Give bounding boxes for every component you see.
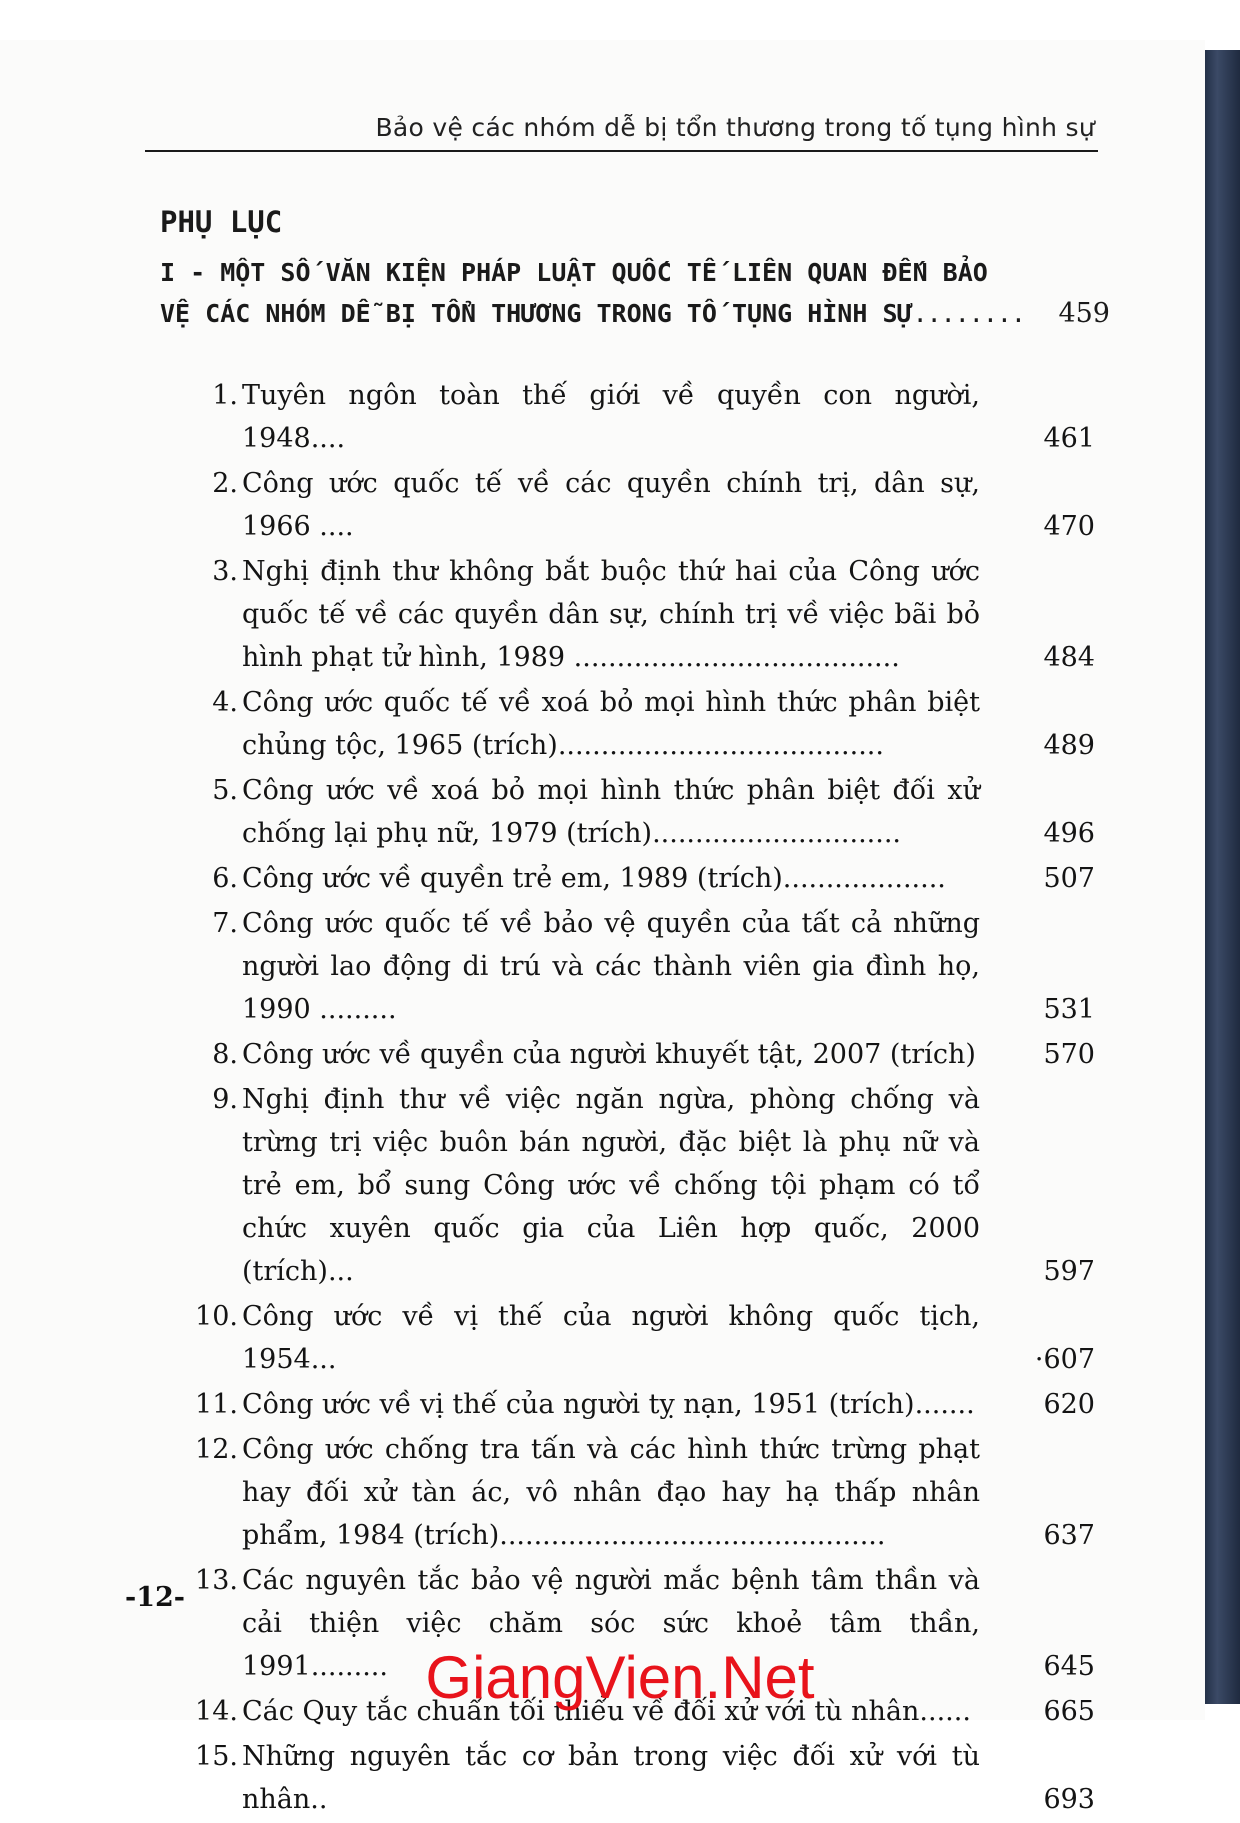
table-of-contents [190,374,1095,1823]
part-heading-line2 [160,293,1110,334]
toc-entry-number: 3. [212,556,238,587]
running-header: Bảo vệ các nhóm dễ bị tổn thương trong tố tụng hình sự [375,113,1095,142]
toc-entry-title: Công ước chống tra tấn và các hình thức trừng phạt hay đối xử tàn ác, vô nhân đạo hay hạ thấp nhân phẩm, 1984 (trích)............................................. [242,1434,980,1551]
toc-entry-number: 8. [212,1039,238,1070]
toc-entry-number: 15. [195,1741,238,1772]
toc-entry-number: 10. [195,1301,238,1332]
toc-entry [190,1033,1095,1076]
toc-entry-number: 13. [195,1565,238,1596]
toc-entry [190,769,1095,855]
part-leader-dots: ........ [912,299,1025,328]
toc-entry-page: 637 [1043,1520,1095,1551]
toc-entry-page: 597 [1043,1256,1095,1287]
toc-entry-page: ·607 [1034,1344,1095,1375]
toc-entry-page: 665 [1043,1696,1095,1727]
toc-entry-title: Những nguyên tắc cơ bản trong việc đối xử với tù nhân.. [242,1741,980,1815]
toc-entry-title: Tuyên ngôn toàn thế giới về quyền con người, 1948.... [242,380,980,454]
toc-entry-number: 2. [212,468,238,499]
toc-entry-title: Công ước quốc tế về bảo vệ quyền của tất cả những người lao động di trú và các thành viên gia đình họ, 1990 ......... [242,908,980,1025]
toc-entry-page: 620 [1043,1389,1095,1420]
toc-entry-page: 470 [1043,511,1095,542]
toc-entry [190,462,1095,548]
toc-entry-number: 9. [212,1084,238,1115]
part-heading-line1: I - MỘT SỐ VĂN KIỆN PHÁP LUẬT QUỐC TẾ LIÊN QUAN ĐẾN BẢO [160,258,988,287]
toc-entry-page: 693 [1043,1784,1095,1815]
toc-entry-title: Công ước về xoá bỏ mọi hình thức phân biệt đối xử chống lại phụ nữ, 1979 (trích)............................. [242,775,980,849]
toc-entry-number: 6. [212,863,238,894]
toc-entry-number: 1. [212,380,238,411]
toc-entry-title: Công ước về quyền của người khuyết tật, 2007 (trích) [242,1039,976,1070]
toc-entry-title: Công ước về quyền trẻ em, 1989 (trích)................... [242,863,946,894]
toc-entry [190,550,1095,679]
toc-entry-page: 507 [1043,863,1095,894]
toc-entry-page: 489 [1043,730,1095,761]
toc-entry-title: Công ước quốc tế về các quyền chính trị, dân sự, 1966 .... [242,468,980,542]
toc-entry [190,1428,1095,1557]
part-page-number: 459 [1058,298,1110,329]
toc-entry-number: 7. [212,908,238,939]
toc-entry [190,374,1095,460]
toc-entry [190,1295,1095,1381]
toc-entry [190,902,1095,1031]
toc-entry [190,1383,1095,1426]
toc-entry [190,1735,1095,1821]
toc-entry-page: 645 [1043,1651,1095,1682]
toc-entry-number: 11. [195,1389,238,1420]
watermark-logo: GiangVien.Net [425,1644,815,1711]
toc-entry-title: Công ước quốc tế về xoá bỏ mọi hình thức phân biệt chủng tộc, 1965 (trích)...................................... [242,687,980,761]
toc-entry-title: Các Quy tắc chuẩn tối thiểu về đối xử với tù nhân...... [242,1696,971,1727]
page-folio: -12- [125,1582,185,1613]
toc-entry-number: 12. [195,1434,238,1465]
toc-entry-title: Nghị định thư không bắt buộc thứ hai của Công ước quốc tế về các quyền dân sự, chính trị về việc bãi bỏ hình phạt tử hình, 1989 ...................................... [242,556,980,673]
toc-entry [190,681,1095,767]
toc-entry-page: 570 [1043,1039,1095,1070]
toc-entry-title: Các nguyên tắc bảo vệ người mắc bệnh tâm thần và cải thiện việc chăm sóc sức khoẻ tâm thần, 1991......... [242,1565,980,1682]
toc-entry-page: 531 [1043,994,1095,1025]
part-heading [160,252,1110,334]
toc-entry [190,1078,1095,1293]
appendix-title: PHỤ LỤC [160,205,283,239]
toc-entry-number: 5. [212,775,238,806]
toc-entry-number: 4. [212,687,238,718]
part-heading-line2-text: VỆ CÁC NHÓM DỄ BỊ TỔN THƯƠNG TRONG TỐ TỤNG HÌNH SỰ [160,299,913,328]
toc-entry-number: 14. [195,1696,238,1727]
toc-entry-page: 484 [1043,642,1095,673]
toc-entry-page: 461 [1043,423,1095,454]
toc-entry [190,857,1095,900]
toc-entry-title: Công ước về vị thế của người tỵ nạn, 1951 (trích)....... [242,1389,975,1420]
toc-entry-page: 496 [1043,818,1095,849]
toc-entry-title: Nghị định thư về việc ngăn ngừa, phòng chống và trừng trị việc buôn bán người, đặc biệt là phụ nữ và trẻ em, bổ sung Công ước về chống tội phạm có tổ chức xuyên quốc gia của Liên hợp quốc, 2000 (trích)... [242,1084,980,1287]
toc-entry-title: Công ước về vị thế của người không quốc tịch, 1954... [242,1301,980,1375]
book-binding-edge [1205,50,1240,1704]
header-rule [145,150,1098,152]
